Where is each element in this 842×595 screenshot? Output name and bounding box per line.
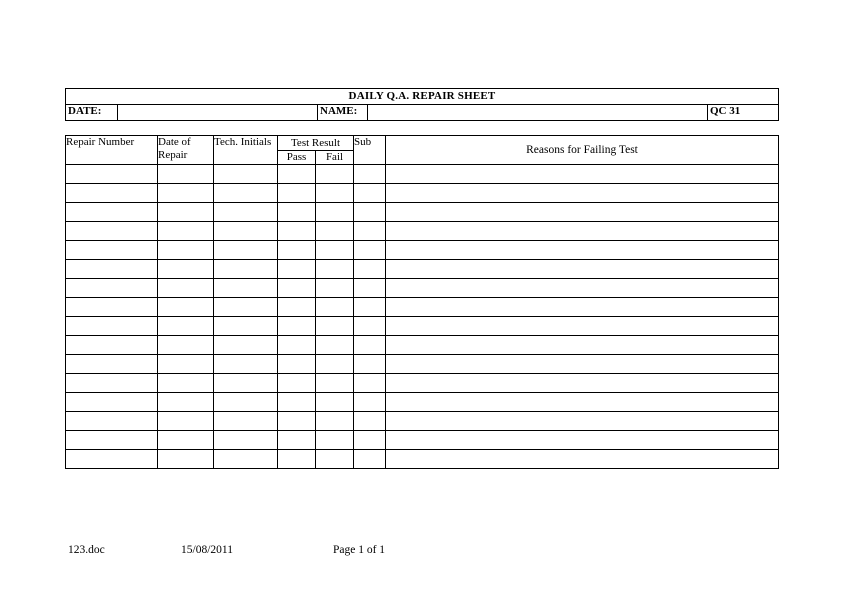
cell-sub[interactable] xyxy=(354,336,386,355)
cell-repair-number[interactable] xyxy=(66,355,158,374)
header-grid-spacer xyxy=(65,121,778,135)
cell-fail[interactable] xyxy=(316,317,354,336)
cell-reasons[interactable] xyxy=(386,241,779,260)
cell-tech-initials[interactable] xyxy=(214,412,278,431)
cell-date-of-repair[interactable] xyxy=(158,222,214,241)
cell-pass[interactable] xyxy=(278,184,316,203)
cell-pass[interactable] xyxy=(278,203,316,222)
cell-tech-initials[interactable] xyxy=(214,393,278,412)
cell-fail[interactable] xyxy=(316,165,354,184)
cell-sub[interactable] xyxy=(354,412,386,431)
cell-date-of-repair[interactable] xyxy=(158,260,214,279)
header-sub: Sub xyxy=(354,136,386,165)
cell-sub[interactable] xyxy=(354,393,386,412)
cell-repair-number[interactable] xyxy=(66,336,158,355)
cell-repair-number[interactable] xyxy=(66,393,158,412)
table-row[interactable] xyxy=(66,222,779,241)
cell-sub[interactable] xyxy=(354,298,386,317)
cell-date-of-repair[interactable] xyxy=(158,393,214,412)
cell-reasons[interactable] xyxy=(386,165,779,184)
cell-reasons[interactable] xyxy=(386,203,779,222)
cell-date-of-repair[interactable] xyxy=(158,317,214,336)
cell-tech-initials[interactable] xyxy=(214,431,278,450)
cell-reasons[interactable] xyxy=(386,317,779,336)
cell-tech-initials[interactable] xyxy=(214,298,278,317)
table-row[interactable] xyxy=(66,184,779,203)
cell-pass[interactable] xyxy=(278,393,316,412)
cell-tech-initials[interactable] xyxy=(214,203,278,222)
cell-reasons[interactable] xyxy=(386,355,779,374)
header-repair-number: Repair Number xyxy=(66,136,158,165)
cell-repair-number[interactable] xyxy=(66,279,158,298)
table-row[interactable] xyxy=(66,260,779,279)
table-row[interactable] xyxy=(66,298,779,317)
cell-fail[interactable] xyxy=(316,412,354,431)
cell-date-of-repair[interactable] xyxy=(158,412,214,431)
form-code: QC 31 xyxy=(708,105,779,121)
cell-fail[interactable] xyxy=(316,298,354,317)
cell-date-of-repair[interactable] xyxy=(158,450,214,469)
header-fail: Fail xyxy=(316,150,354,165)
cell-fail[interactable] xyxy=(316,336,354,355)
cell-pass[interactable] xyxy=(278,336,316,355)
cell-pass[interactable] xyxy=(278,317,316,336)
name-input[interactable] xyxy=(368,105,708,121)
cell-date-of-repair[interactable] xyxy=(158,431,214,450)
date-label: DATE: xyxy=(66,105,118,121)
cell-tech-initials[interactable] xyxy=(214,279,278,298)
cell-pass[interactable] xyxy=(278,431,316,450)
cell-sub[interactable] xyxy=(354,279,386,298)
cell-pass[interactable] xyxy=(278,412,316,431)
cell-fail[interactable] xyxy=(316,355,354,374)
footer-file-name: 123.doc xyxy=(68,544,105,556)
table-header-row-top xyxy=(66,136,779,151)
form-container xyxy=(65,88,778,469)
cell-pass[interactable] xyxy=(278,165,316,184)
cell-date-of-repair[interactable] xyxy=(158,336,214,355)
cell-date-of-repair[interactable] xyxy=(158,355,214,374)
cell-tech-initials[interactable] xyxy=(214,260,278,279)
cell-sub[interactable] xyxy=(354,222,386,241)
date-input[interactable] xyxy=(118,105,318,121)
cell-sub[interactable] xyxy=(354,450,386,469)
cell-repair-number[interactable] xyxy=(66,184,158,203)
document-title: DAILY Q.A. REPAIR SHEET xyxy=(66,89,779,105)
cell-tech-initials[interactable] xyxy=(214,450,278,469)
header-date-of-repair: Date of Repair xyxy=(158,136,214,165)
cell-date-of-repair[interactable] xyxy=(158,165,214,184)
cell-repair-number[interactable] xyxy=(66,165,158,184)
cell-repair-number[interactable] xyxy=(66,203,158,222)
cell-sub[interactable] xyxy=(354,317,386,336)
cell-repair-number[interactable] xyxy=(66,431,158,450)
table-row[interactable] xyxy=(66,279,779,298)
cell-repair-number[interactable] xyxy=(66,412,158,431)
cell-tech-initials[interactable] xyxy=(214,336,278,355)
cell-pass[interactable] xyxy=(278,279,316,298)
cell-sub[interactable] xyxy=(354,241,386,260)
cell-reasons[interactable] xyxy=(386,374,779,393)
header-reasons: Reasons for Failing Test xyxy=(386,136,779,165)
cell-sub[interactable] xyxy=(354,184,386,203)
cell-repair-number[interactable] xyxy=(66,241,158,260)
cell-pass[interactable] xyxy=(278,374,316,393)
cell-tech-initials[interactable] xyxy=(214,184,278,203)
cell-fail[interactable] xyxy=(316,431,354,450)
cell-sub[interactable] xyxy=(354,203,386,222)
cell-tech-initials[interactable] xyxy=(214,374,278,393)
cell-pass[interactable] xyxy=(278,260,316,279)
cell-fail[interactable] xyxy=(316,203,354,222)
cell-sub[interactable] xyxy=(354,355,386,374)
cell-sub[interactable] xyxy=(354,165,386,184)
cell-tech-initials[interactable] xyxy=(214,317,278,336)
title-row xyxy=(66,89,779,105)
table-row[interactable] xyxy=(66,393,779,412)
cell-fail[interactable] xyxy=(316,374,354,393)
cell-repair-number[interactable] xyxy=(66,450,158,469)
cell-reasons[interactable] xyxy=(386,450,779,469)
cell-reasons[interactable] xyxy=(386,336,779,355)
header-test-result: Test Result xyxy=(278,136,354,151)
cell-sub[interactable] xyxy=(354,374,386,393)
cell-reasons[interactable] xyxy=(386,412,779,431)
cell-fail[interactable] xyxy=(316,222,354,241)
cell-reasons[interactable] xyxy=(386,393,779,412)
cell-fail[interactable] xyxy=(316,241,354,260)
table-row[interactable] xyxy=(66,317,779,336)
header-pass: Pass xyxy=(278,150,316,165)
name-label: NAME: xyxy=(318,105,368,121)
cell-date-of-repair[interactable] xyxy=(158,374,214,393)
form-header-table xyxy=(65,88,779,121)
cell-repair-number[interactable] xyxy=(66,222,158,241)
header-tech-initials: Tech. Initials xyxy=(214,136,278,165)
cell-reasons[interactable] xyxy=(386,184,779,203)
cell-tech-initials[interactable] xyxy=(214,355,278,374)
table-row[interactable] xyxy=(66,241,779,260)
cell-tech-initials[interactable] xyxy=(214,241,278,260)
cell-tech-initials[interactable] xyxy=(214,222,278,241)
cell-repair-number[interactable] xyxy=(66,260,158,279)
footer-date: 15/08/2011 xyxy=(181,544,233,556)
table-row[interactable] xyxy=(66,431,779,450)
table-row[interactable] xyxy=(66,450,779,469)
cell-repair-number[interactable] xyxy=(66,298,158,317)
cell-fail[interactable] xyxy=(316,279,354,298)
cell-date-of-repair[interactable] xyxy=(158,241,214,260)
cell-date-of-repair[interactable] xyxy=(158,279,214,298)
cell-date-of-repair[interactable] xyxy=(158,184,214,203)
cell-tech-initials[interactable] xyxy=(214,165,278,184)
cell-pass[interactable] xyxy=(278,355,316,374)
cell-fail[interactable] xyxy=(316,393,354,412)
cell-pass[interactable] xyxy=(278,298,316,317)
table-row[interactable] xyxy=(66,374,779,393)
cell-reasons[interactable] xyxy=(386,222,779,241)
cell-reasons[interactable] xyxy=(386,260,779,279)
cell-reasons[interactable] xyxy=(386,279,779,298)
table-row[interactable] xyxy=(66,412,779,431)
cell-fail[interactable] xyxy=(316,450,354,469)
cell-reasons[interactable] xyxy=(386,298,779,317)
cell-date-of-repair[interactable] xyxy=(158,203,214,222)
fields-row xyxy=(66,105,779,121)
cell-date-of-repair[interactable] xyxy=(158,298,214,317)
cell-pass[interactable] xyxy=(278,450,316,469)
footer-page-number: Page 1 of 1 xyxy=(333,544,386,556)
cell-fail[interactable] xyxy=(316,260,354,279)
cell-reasons[interactable] xyxy=(386,431,779,450)
cell-repair-number[interactable] xyxy=(66,317,158,336)
cell-pass[interactable] xyxy=(278,222,316,241)
repair-table xyxy=(65,135,779,469)
table-row[interactable] xyxy=(66,165,779,184)
cell-sub[interactable] xyxy=(354,260,386,279)
cell-repair-number[interactable] xyxy=(66,374,158,393)
table-row[interactable] xyxy=(66,336,779,355)
table-row[interactable] xyxy=(66,355,779,374)
cell-fail[interactable] xyxy=(316,184,354,203)
cell-sub[interactable] xyxy=(354,431,386,450)
table-row[interactable] xyxy=(66,203,779,222)
cell-pass[interactable] xyxy=(278,241,316,260)
